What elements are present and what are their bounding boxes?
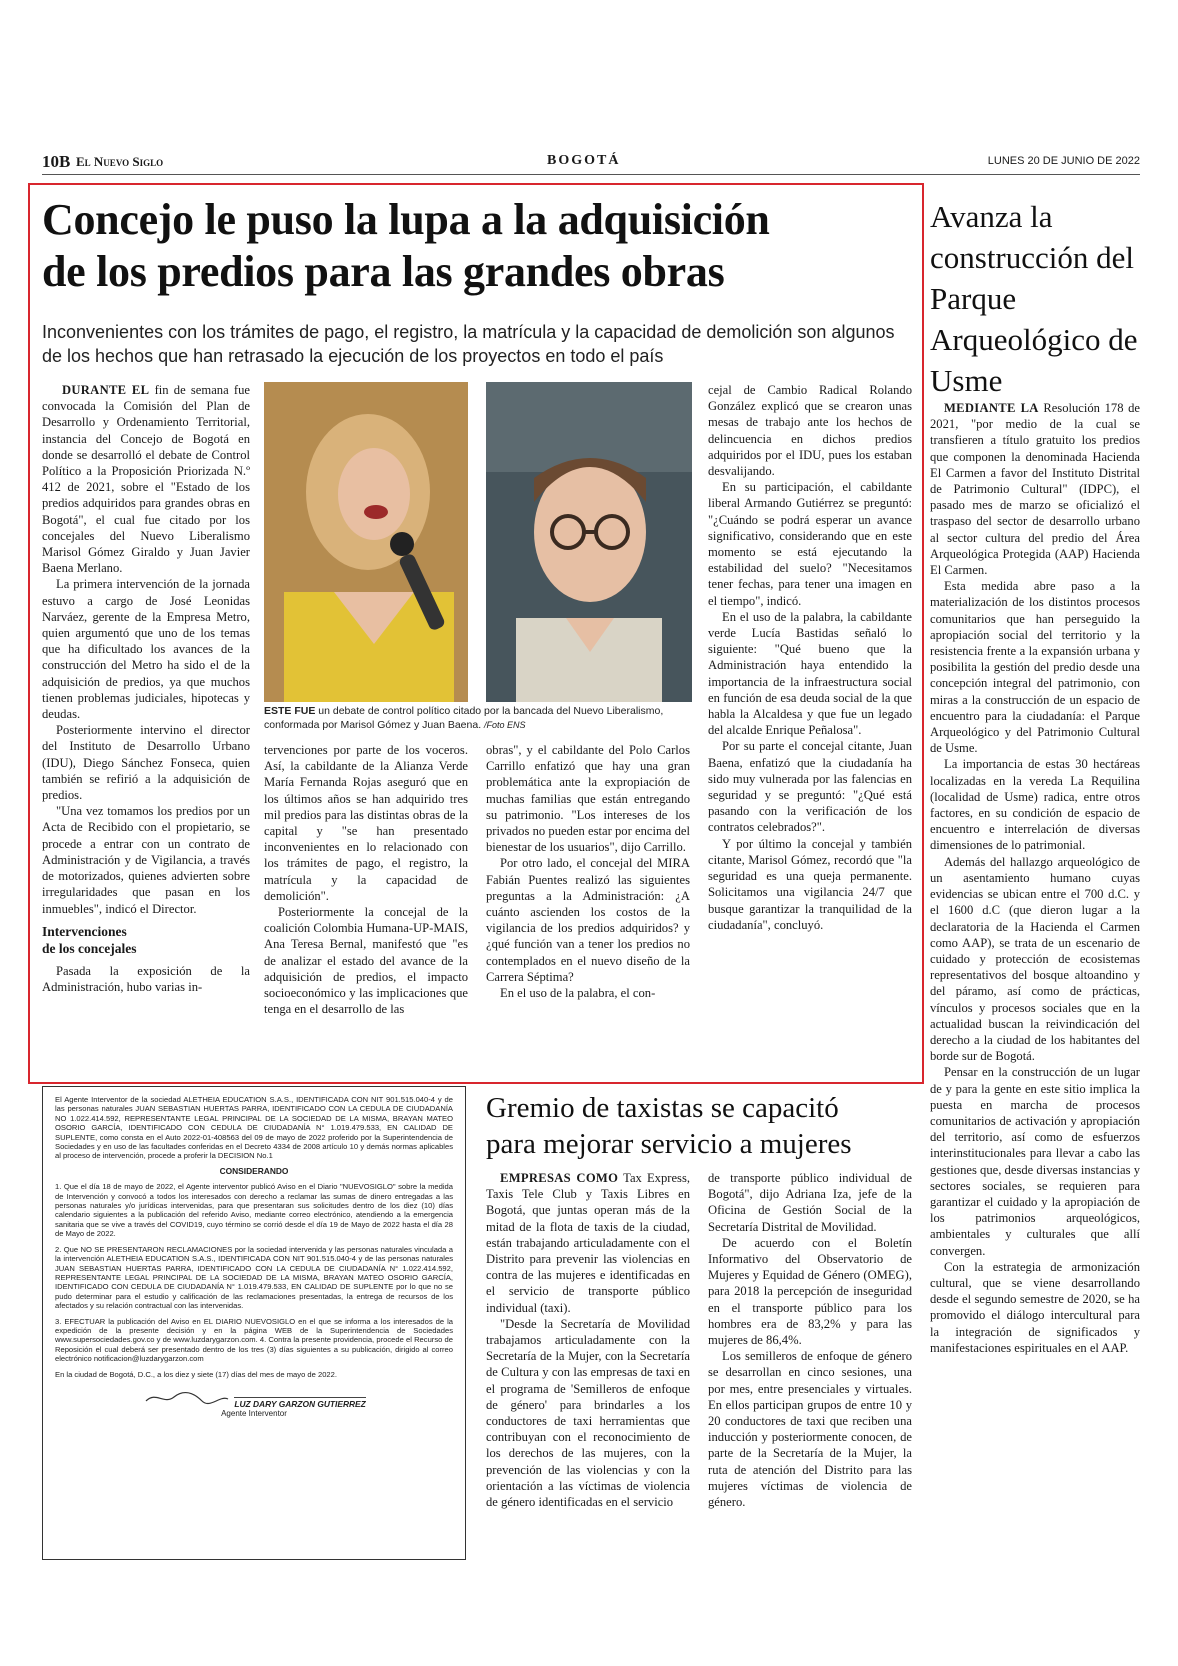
taxi-column-1 (486, 1170, 690, 1510)
main-column-3 (486, 742, 690, 1001)
taxi-headline-line-2: para mejorar servicio a mujeres (486, 1128, 852, 1160)
notice-item-1: 1. Que el día 18 de mayo de 2022, el Agente interventor publicó Aviso en el Diario "NUEVOSIGLO" sobre la medida de Intervención y convocó a todos los interesados con derecho a reclamar las sumas de dinero entregadas a las personas naturales y/o jurídicas intervenidas, para que presentaran sus solicitudes dentro de los diez (10) días calendario siguientes a la publicación del referido Aviso, mediante correo electrónico, atendiendo a la emergencia sanitaria que se vive a través del COVID19, cuyo término se corrió desde el día 19 de Mayo de 2022 hasta el día 28 de Mayo de 2022. (55, 1182, 453, 1239)
section-name: BOGOTÁ (547, 153, 621, 168)
main-headline-line-1: Concejo le puso la lupa a la adquisición (42, 195, 770, 244)
col1-subhead (42, 923, 250, 957)
notice-signature (55, 1389, 453, 1419)
taxi-paragraph-3: de transporte público individual de Bogotá", dijo Adriana Iza, jefe de la Oficina de Gestión Social de la Secretaría Distrital de Movilidad. (708, 1171, 912, 1234)
side-paragraph-5: Pensar en la construcción de un lugar de y para la gente en este sitio implica la puesta en marcha de procesos comunitarios de activación y apropiación del territorio, así como de esfuerzos interinstitucionales para llevar a cabo las gestiones que, desde diversas instancias y sectores sociales, se requieren para garantizar el cuidado y la apropiación de los patrimonios arqueológicos, ambientales y culturales que allí convergen. (930, 1065, 1140, 1258)
col4-paragraph-3: En el uso de la palabra, la cabildante verde Lucía Bastidas señaló lo siguiente: "Qué bueno que la Administración haya entendido la importancia de la infraestructura social en función de esa deuda social de la que habla la Alcaldesa y que fue un legado del alcalde Enrique Peñalosa". (708, 609, 912, 738)
col2-paragraph-1: tervenciones por parte de los voceros. Así, la cabildante de la Alianza Verde María Fernanda Rojas aseguró que en los últimos años se han adquirido tres mil predios para las distintas obras de la capital y "se han presentado inconvenientes en lo relacionado con los trámites de pago, el registro, la matrícula y la capacidad de demolición". (264, 743, 468, 903)
col3-paragraph-2: Por otro lado, el concejal del MIRA Fabián Puentes realizó las siguientes preguntas a la Administración: ¿A cuánto ascienden los costos de la vigilancia de los predios adquiridos? y ¿qué función van a tener los predios no contemplados en el nuevo diseño de la Carrera Séptima? (486, 856, 690, 984)
main-deck: Inconvenientes con los trámites de pago, el registro, la matrícula y la capacidad de demolición son algunos de los hechos que han retrasado la ejecución de los proyectos en todo el país (42, 322, 895, 366)
col1-subhead-line-1: Intervenciones (42, 923, 127, 939)
side-paragraph-1: Resolución 178 de 2021, "por medio de la cual se transfieren a título gratuito los predios que componen la denominada Hacienda El Carmen a favor del Instituto Distrital de Patrimonio Cultural" (IDPC), el pasado mes de marzo se oficializó el traspaso del sector de desarrollo urbano al sector cultura del predio del Área Arqueológica Protegida (AAP) Hacienda El Carmen. (930, 401, 1140, 578)
side-paragraph-4: Además del hallazgo arqueológico de un asentamiento humano cuyas evidencias se ubican entre el 700 d.C. y el 1600 d.C (que dieron lugar a la declaratoria de la Hacienda el Carmen como AAP), se trata de un escenario de cuidado y protección de ecosistemas representativos del bosque altoandino y del páramo, así como de prácticas, vínculos y procesos sociales que en la actualidad buscan la reivindicación del derecho a la ciudad de los habitantes del borde sur de Bogotá. (930, 854, 1140, 1064)
paper-name: El Nuevo Siglo (76, 154, 164, 169)
signature-scribble-icon (142, 1389, 232, 1407)
masthead-rule (42, 174, 1140, 175)
notice-item-3: 3. EFECTUAR la publicación del Aviso en EL DIARIO NUEVOSIGLO en el que se informa a los interesados de la expedición de la presente decisión y en la página WEB de la Superintendencia de Sociedades www.supersociedades.gov.co y de www.luzdarygarzon.com. 4. Contra la presente providencia, procede el Recurso de Reposición el cual deberá ser presentado dentro de los tres (3) días siguientes a su publicación, dirigido al correo electrónico notificacion@luzdarygarzon.com (55, 1316, 453, 1364)
taxi-paragraph-1: Tax Express, Taxis Tele Club y Taxis Libres en Bogotá, que juntas operan más de la mitad de la flota de taxis de la ciudad, están trabajando articuladamente con el Distrito para prevenir las violencias en contra de las mujeres e identificadas en el servicio de transporte público individual (taxi). (486, 1171, 690, 1315)
issue-date: LUNES 20 DE JUNIO DE 2022 (987, 155, 1140, 167)
col4-paragraph-2: En su participación, el cabildante liberal Armando Gutiérrez se preguntó: "¿Cuándo se podrá esperar un avance significativo, considerando que en este momento se está ejecutando la estabilidad del suelo? "Necesitamos tener fechas, para tener una imagen en el tiempo", indicó. (708, 480, 912, 608)
photo-caption (264, 704, 684, 732)
taxi-paragraph-2: "Desde la Secretaría de Movilidad trabajamos articuladamente con la Secretaría de la Mujer, con la Secretaría de Cultura y con las empresas de taxi en el programa de 'Semilleros de enfoque de género' para brindarles a los conductores de taxi herramientas que contribuyan con el reconocimiento de los derechos de las mujeres, con la prevención de las violencias y con la orientación a las víctimas de violencia de género identificadas en el servicio (486, 1316, 690, 1510)
notice-intro: El Agente Interventor de la sociedad ALETHEIA EDUCATION S.A.S., IDENTIFICADA CON NIT 901.515.040-4 y de las personas naturales JUAN SEBASTIAN HUERTAS PARRA, IDENTIFICADO CON LA CEDULA DE CIUDADANÍA NO 1.022.414.592, REPRESENTANTE LEGAL PRINCIPAL DE LA SOCIEDAD DE LA MISMA, BRAYAN MATEO OSORIO GARCÍA, IDENTIFICADO CON CEDULA DE CIUDADANÍA N° 1.019.479.533, EN CALIDAD DE SUPLENTE, como consta en el Auto 2022-01-408563 del 09 de mayo de 2022 proferido por la Superintendencia de Sociedades y en uso de las facultades conferidas en el Decreto 4334 de 2008 artículo 10 y demás normas aplicables al proceso de intervención, procede a proferir la DECISION No.1 (55, 1095, 453, 1161)
photo-marisol-gomez (264, 382, 468, 702)
col4-paragraph-5: Y por último la concejal y también citante, Marisol Gómez, recordó que "la seguridad es una queja permanente. Solicitamos una vigilancia 24/7 que busque garantizar la tranquilidad de la ciudadanía", concluyó. (708, 836, 912, 932)
caption-lead: ESTE FUE (264, 705, 316, 717)
taxi-column-2 (708, 1170, 912, 1510)
notice-item-2: 2. Que NO SE PRESENTARON RECLAMACIONES por la sociedad intervenida y las personas naturales vinculada a la intervención ALETHEIA EDUCATION S.A.S., IDENTIFICADA CON NIT 901.515.040-4 y de las personas naturales JUAN SEBASTIAN HUERTAS PARRA, IDENTIFICADO CON LA CEDULA DE CIUDADANÍA N° 1.022.414.592, REPRESENTANTE LEGAL PRINCIPAL DE LA SOCIEDAD DE LA MISMA, BRAYAN MATEO OSORIO GARCÍA, IDENTIFICADO CON CEDULA DE CIUDADANÍA N° 1.019.479.533, EN CALIDAD DE SUPLENTE por lo que no se pudo determinar para el estudio y calificación de las reclamaciones presentadas, la entrega de recursos de los afectados y su relación contractual con las intervenidas. (55, 1244, 453, 1311)
side-paragraph-2: Esta medida abre paso a la materialización de los distintos procesos comunitarios que han perseguido la apropiación social del territorio y la resistencia frente a la expansión urbana y posibilita la gestión del predio desde una concepción integral del patrimonio, con miras a la construcción de un espacio de encuentro para la ciudadanía: el Parque Arqueológico y del Patrimonio Cultural de Usme. (930, 579, 1140, 756)
notice-title: CONSIDERANDO (219, 1165, 289, 1176)
col1-paragraph-5: Pasada la exposición de la Administración, hubo varias in- (42, 963, 250, 994)
side-column (930, 400, 1140, 1356)
col3-paragraph-3: En el uso de la palabra, el con- (500, 986, 656, 1001)
masthead (42, 152, 1140, 172)
photo-juan-baena (486, 382, 692, 702)
main-column-2 (264, 742, 468, 1017)
col4-paragraph-4: Por su parte el concejal citante, Juan Baena, enfatizó que la ciudadanía ha sido muy vulnerada por las falencias en seguridad y se preguntó: "¿Qué está pasando con la verificación de los contratos celebrados?". (708, 739, 912, 835)
woman-speaker-illustration (264, 382, 468, 702)
taxi-headline (486, 1090, 916, 1162)
taxi-paragraph-4: De acuerdo con el Boletín Informativo del Observatorio de Mujeres y Equidad de Género (OMEG), para 2018 la percepción de inseguridad en el transporte público para los hombres era de 83,2% y para las mujeres de 86,4%. (708, 1235, 912, 1348)
notice-closing: En la ciudad de Bogotá, D.C., a los diez y siete (17) días del mes de mayo de 2022. (55, 1369, 337, 1379)
col1-paragraph-4: "Una vez tomamos los predios por un Acta de Recibido con el propietario, se procede a entrar con un contrato de Administración y de Vigilancia, a través de motorizados, quienes advierten sobre irregularidades que pasan en los inmuebles", indicó el Director. (42, 804, 250, 916)
caption-text: un debate de control político citado por la bancada del Nuevo Liberalismo, conformada por Marisol Gómez y Juan Baena. (264, 705, 664, 731)
col3-paragraph-1: obras", y el cabildante del Polo Carlos Carrillo enfatizó que hay una gran problemática ante la expropiación de muchas familias que están entregando su patrimonio. "Los intereses de los privados no pueden estar por encima del bienestar de los usuarios", dijo Carrillo. (486, 743, 690, 855)
taxi-headline-line-1: Gremio de taxistas se capacitó (486, 1092, 839, 1124)
notice-role: Agente Interventor (221, 1409, 287, 1419)
page-number: 10B (42, 152, 71, 171)
taxi-paragraph-5: Los semilleros de enfoque de género se desarrollan en cinco sesiones, una por mes, entre presenciales y virtuales. En ellos participan grupos de entre 10 y 20 conductores de taxi que reciben una inducción y posteriormente conocen, de parte de la Secretaría de la Mujer, la ruta de atención del Distrito para las mujeres víctimas de violencia de género. (708, 1349, 912, 1510)
man-glasses-illustration (486, 382, 692, 702)
main-column-1 (42, 382, 250, 995)
col1-paragraph-1: fin de semana fue convocada la Comisión del Plan de Desarrollo y Ordenamiento Territorial, instancia del Concejo de Bogotá en donde se desarrolló el debate de Control Político a la Proposición Priorizada N.º 412 de 2021, sobre el "Estado de los predios adquiridos para grandes obras en Bogotá", el cual fue citado por los concejales del Nuevo Liberalismo Marisol Gómez Giraldo y Juan Javier Baena Merlano. (42, 383, 250, 576)
col4-paragraph-1: cejal de Cambio Radical Rolando González explicó que se crearon unas mesas de trabajo ante los hechos de delincuencia en dichos predios adquiridos por el IDU, pues los estaban desvalijando. (708, 383, 912, 479)
col1-subhead-line-2: de los concejales (42, 940, 137, 956)
side-lead: MEDIANTE LA (944, 401, 1039, 415)
main-headline (42, 194, 922, 298)
main-headline-line-2: de los predios para las grandes obras (42, 247, 725, 296)
col1-paragraph-3: Posteriormente intervino el director del Instituto de Desarrollo Urbano (IDU), Diego Sánchez Fonseca, quien también se refirió a la adquisición de predios. (42, 723, 250, 803)
side-headline: Avanza la construcción del Parque Arqueológico de Usme (930, 199, 1138, 398)
side-paragraph-3: La importancia de estas 30 hectáreas localizadas en la vereda La Requilina (localidad de Usme) radica, entre otros factores, en su condición de espacio de encuentro e interrelación de diversas dimensiones de lo patrimonial. (930, 757, 1140, 853)
legal-notice (42, 1086, 466, 1560)
col2-paragraph-2: Posteriormente la concejal de la coalición Colombia Humana-UP-MAIS, Ana Teresa Bernal, manifestó que "es de analizar el estado del avance de la adquisición de predios, el impacto socioeconómico y las implicaciones que tenga en el desarrollo de las (264, 905, 468, 1017)
caption-credit: /Foto ENS (484, 720, 526, 730)
col1-lead: DURANTE EL (62, 383, 150, 397)
side-paragraph-6: Con la estrategia de armonización cultural, que se viene desarrollando desde el segundo semestre de 2020, se ha promovido el diálogo intercultural para la integración de significados y manifestaciones espirituales en el AAP. (930, 1259, 1140, 1355)
notice-signer: LUZ DARY GARZON GUTIERREZ (234, 1398, 366, 1409)
main-column-4 (708, 382, 912, 933)
taxi-lead: EMPRESAS COMO (500, 1171, 619, 1185)
col1-paragraph-2: La primera intervención de la jornada estuvo a cargo de José Leonidas Narváez, gerente de la Empresa Metro, quien argumentó que uno de los temas que ha dificultado los avances de la construcción del Metro ha sido el de la adquisición de predios, ya que muchos tienen problemas judiciales, hipotecas y deudas. (42, 577, 250, 722)
